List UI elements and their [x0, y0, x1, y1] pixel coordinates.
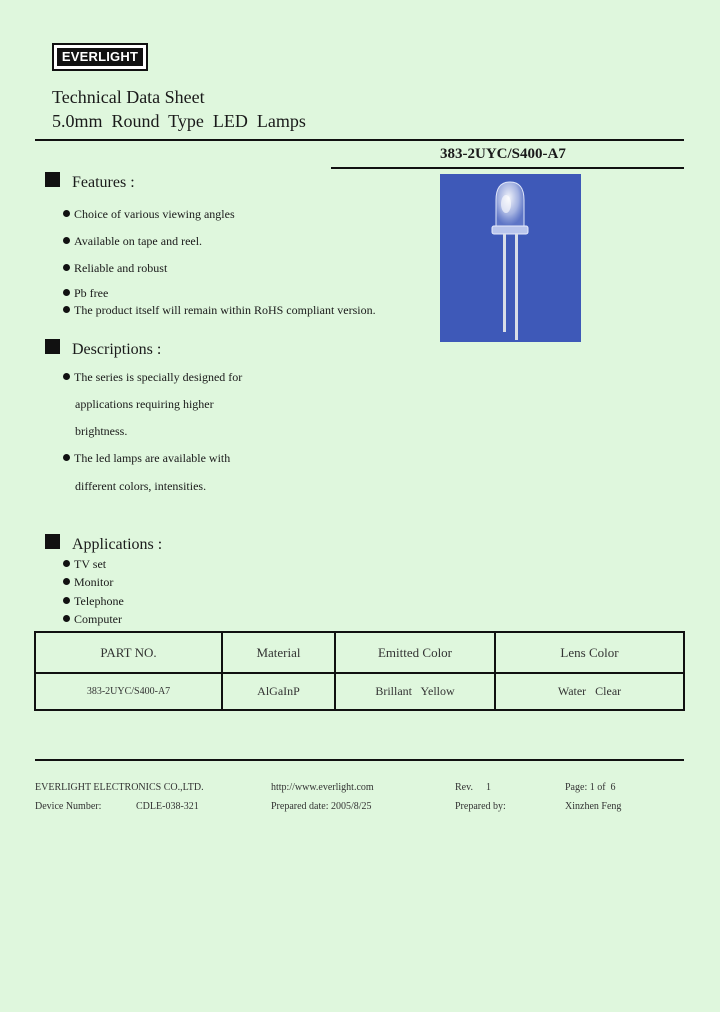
part-number-rule: [331, 167, 684, 169]
bullet-icon: [63, 237, 70, 244]
table-header-cell: PART NO.: [35, 632, 222, 673]
table-header-row: [35, 632, 684, 673]
list-item: Reliable and robust: [63, 260, 167, 276]
list-item: Choice of various viewing angles: [63, 206, 235, 222]
section-square-icon: [45, 172, 60, 187]
applications-section-header: [45, 534, 162, 555]
doc-title: Technical Data Sheet: [52, 87, 205, 107]
footer-rev-label: Rev.: [455, 782, 473, 793]
bullet-icon: [63, 210, 70, 217]
bullet-icon: [63, 289, 70, 296]
footer-prepared-by: Xinzhen Feng: [565, 801, 622, 812]
features-section-header: [45, 172, 135, 193]
footer-prepared-date: Prepared date: 2005/8/25: [271, 801, 372, 812]
applications-heading: Applications :: [72, 536, 163, 553]
list-item: Monitor: [63, 574, 113, 590]
table-cell: Water Clear: [495, 673, 684, 710]
table-header-cell: Material: [222, 632, 335, 673]
list-item: Available on tape and reel.: [63, 233, 202, 249]
descriptions-heading: Descriptions :: [72, 341, 162, 358]
list-item: TV set: [63, 556, 106, 572]
table-row: [35, 673, 684, 710]
bullet-icon: [63, 578, 70, 585]
footer-url[interactable]: http://www.everlight.com: [271, 782, 374, 793]
features-heading: Features :: [72, 174, 135, 191]
bullet-icon: [63, 264, 70, 271]
bullet-icon: [63, 373, 70, 380]
description-line: applications requiring higher: [75, 397, 214, 411]
led-lamp-photo: [440, 174, 581, 342]
list-item: Telephone: [63, 593, 124, 609]
description-line: different colors, intensities.: [75, 479, 207, 493]
table-header-cell: Emitted Color: [335, 632, 495, 673]
footer-page: Page: 1 of 6: [565, 782, 616, 793]
footer-company: EVERLIGHT ELECTRONICS CO.,LTD.: [35, 782, 204, 793]
list-item: The series is specially designed for: [63, 369, 242, 385]
top-divider: [35, 139, 684, 141]
list-item: The product itself will remain within RoHS compliant version.: [63, 302, 376, 318]
list-item: Pb free: [63, 285, 108, 301]
table-cell: Brillant Yellow: [335, 673, 495, 710]
part-number-heading: 383-2UYC/S400-A7: [440, 146, 566, 162]
bullet-icon: [63, 597, 70, 604]
bullet-icon: [63, 615, 70, 622]
bullet-icon: [63, 306, 70, 313]
bullet-icon: [63, 560, 70, 567]
bullet-icon: [63, 454, 70, 461]
footer-rev-value: 1: [486, 782, 491, 793]
everlight-logo: [52, 43, 148, 71]
descriptions-section-header: [45, 339, 161, 360]
footer-prepared-by-label: Prepared by:: [455, 801, 506, 812]
footer-divider: [35, 759, 684, 761]
logo-text: EVERLIGHT: [57, 48, 143, 66]
spec-table: [34, 631, 685, 711]
section-square-icon: [45, 339, 60, 354]
list-item: The led lamps are available with: [63, 450, 230, 466]
section-square-icon: [45, 534, 60, 549]
description-line: brightness.: [75, 424, 128, 438]
doc-subtitle: 5.0mm Round Type LED Lamps: [52, 111, 306, 131]
table-header-cell: Lens Color: [495, 632, 684, 673]
table-cell: 383-2UYC/S400-A7: [35, 673, 222, 710]
footer-device-number: CDLE-038-321: [136, 801, 199, 812]
table-cell: AlGaInP: [222, 673, 335, 710]
footer-device-label: Device Number:: [35, 801, 102, 812]
list-item: Computer: [63, 611, 122, 627]
